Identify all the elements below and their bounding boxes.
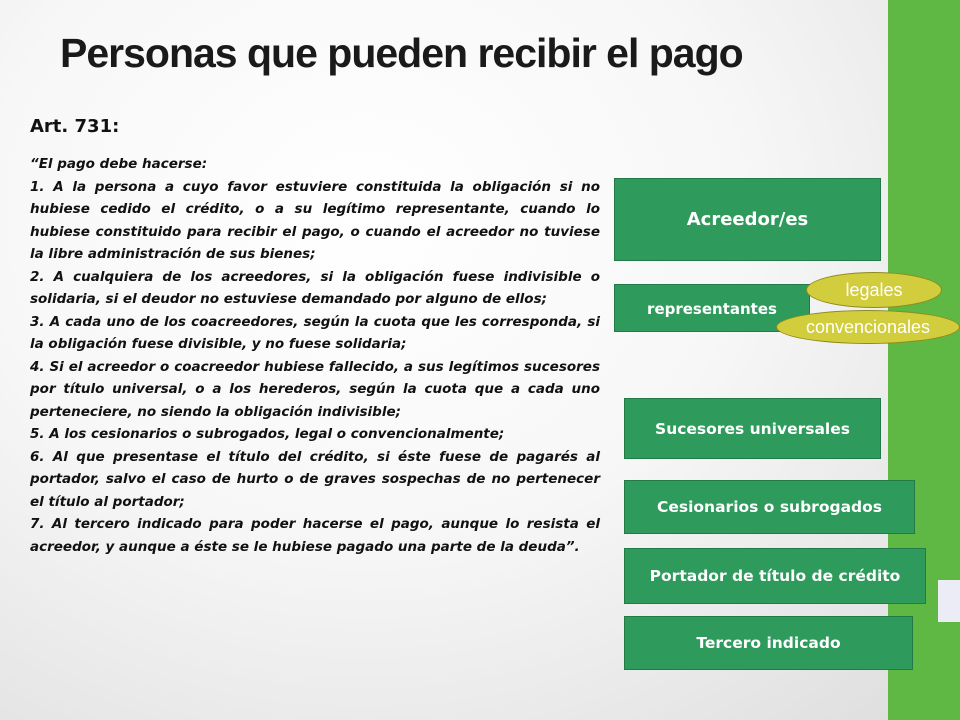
article-item-4: 4. Si el acreedor o coacreedor hubiese fallecido, a sus legítimos sucesores por título universal, o a los herederos, según la cuota que a cada uno perteneciere, no siendo la obligación indivisible;: [30, 358, 600, 420]
tercero-box: Tercero indicado: [624, 616, 913, 670]
article-item-6: 6. Al que presentase el título del crédito, si éste fuese de pagarés al portador, salvo el caso de hurto o de graves sospechas de no pertenecer el título al portador;: [30, 448, 600, 510]
portador-box: Portador de título de crédito: [624, 548, 926, 604]
article-item-1: 1. A la persona a cuyo favor estuviere constituida la obligación si no hubiese cedido el crédito, o a su legítimo representante, cuando lo hubiese constituido para recibir el pago, o cuando el acreedor no tuviese la libre administración de sus bienes;: [30, 178, 600, 262]
slide-title: Personas que pueden recibir el pago: [60, 30, 743, 76]
article-item-3: 3. A cada uno de los coacreedores, según la cuota que les corresponda, si la obligación fuese divisible, y no fuese solidaria;: [30, 313, 600, 352]
side-accent-square: [938, 580, 960, 622]
convencionales-tag: convencionales: [776, 310, 960, 344]
cesionarios-box: Cesionarios o subrogados: [624, 480, 915, 534]
sucesores-box: Sucesores universales: [624, 398, 881, 459]
acreedor-box: Acreedor/es: [614, 178, 881, 261]
article-item-2: 2. A cualquiera de los acreedores, si la obligación fuese indivisible o solidaria, si el deudor no estuviese demandado por alguno de ellos;: [30, 268, 600, 307]
article-item-7: 7. Al tercero indicado para poder hacerse el pago, aunque lo resista el acreedor, y aunque a éste se le hubiese pagado una parte de la deuda”.: [30, 516, 600, 555]
article-item-5: 5. A los cesionarios o subrogados, legal o convencionalmente;: [30, 426, 505, 442]
representantes-box: representantes: [614, 284, 810, 332]
article-heading: Art. 731:: [30, 116, 120, 137]
article-intro: “El pago debe hacerse:: [30, 156, 208, 172]
legales-tag: legales: [806, 272, 942, 308]
article-text: [30, 153, 600, 558]
